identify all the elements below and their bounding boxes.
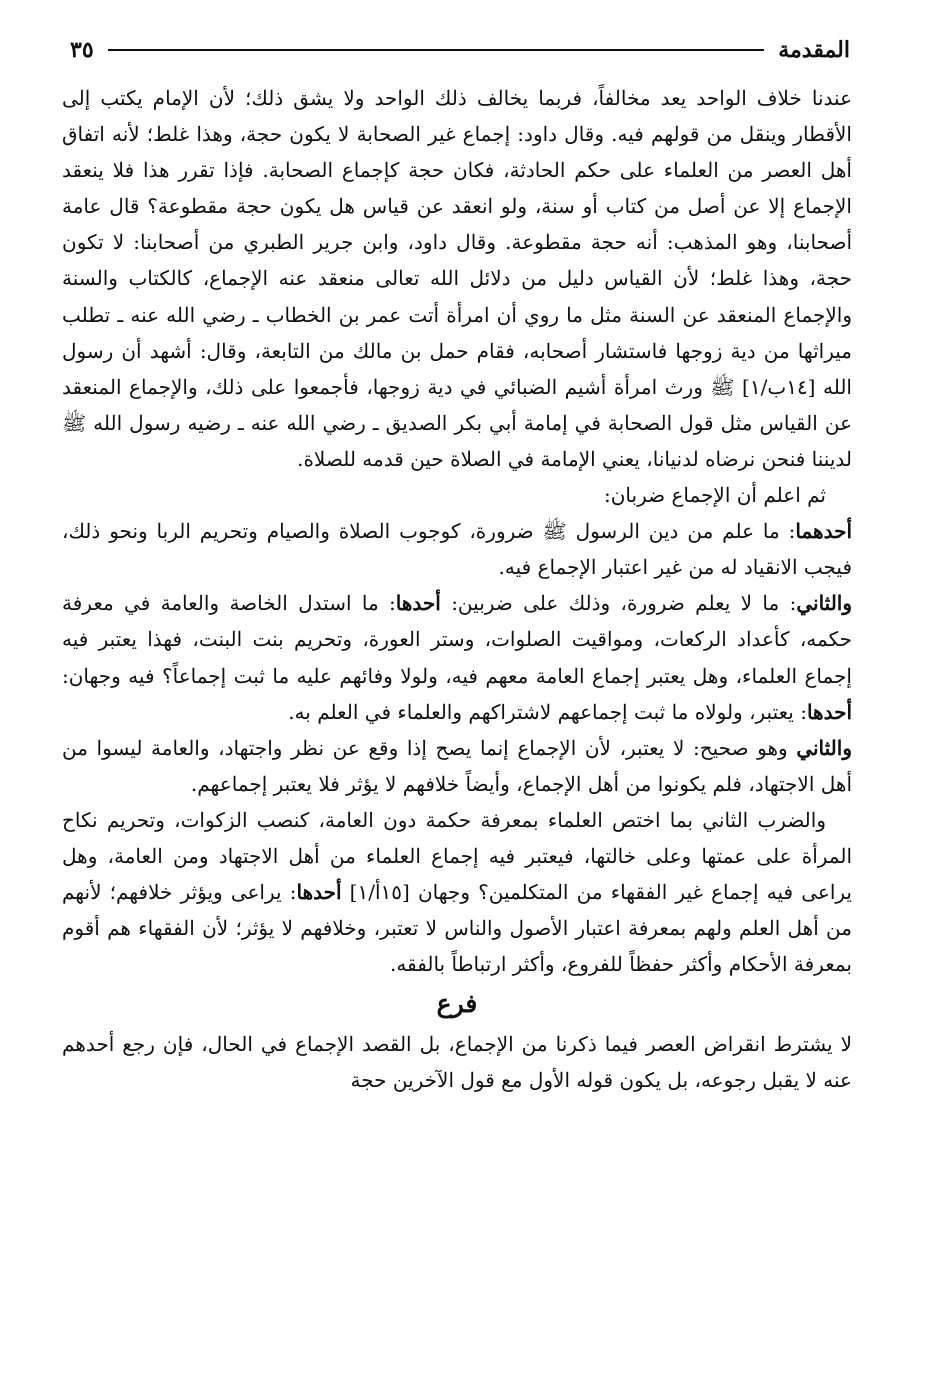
- paragraph-3: [62, 513, 852, 585]
- page-body: [62, 80, 852, 1099]
- term-first: أحدهما: [795, 519, 852, 544]
- paragraph-4-text-c: : يعتبر، ولولاه ما ثبت إجماعهم لاشتراكهم والعلماء في العلم به.: [288, 699, 807, 724]
- paragraph-4-text-b: : ما استدل الخاصة والعامة في معرفة حكمه، كأعداد الركعات، ومواقيت الصلوات، وستر العورة، وتحريم بنت البنت، فهذا يعتبر فيه إجماع العلماء، وهل يعتبر إجماع العامة معهم فيه، ولولا وفائهم عليه ما ثبت إجماعاً؟ فيه وجهان:: [62, 591, 852, 688]
- page-header: [70, 30, 850, 70]
- term-first-opinion: أحدها: [296, 880, 342, 905]
- paragraph-2: ثم اعلم أن الإجماع ضربان:: [604, 483, 826, 508]
- paragraph-4-text-a: : ما لا يعلم ضرورة، وذلك على ضربين:: [440, 591, 797, 616]
- paragraph-6: [62, 802, 852, 982]
- term-first-view: أحدها: [806, 699, 852, 724]
- paragraph-6-text: والضرب الثاني بما اختص العلماء بمعرفة حكمة دون العامة، كنصب الزكوات، وتحريم نكاح المرأة على عمتها وعلى خالتها، فيعتبر فيه إجماع العلماء من أهل الاجتهاد ومن العامة، وهل يراعى فيه إجماع غير الفقهاء من المتكلمين؟ وجهان [١٥أ/١]: [62, 807, 852, 905]
- paragraph-6-text-b: : يراعى ويؤثر خلافهم؛ لأنهم من أهل العلم ولهم بمعرفة اعتبار الأصول والناس لا تعتبر، وخلافهم لا يؤثر؛ لأن الفقهاء هم أقوم بمعرفة الأحكام وأكثر حفظاً للفروع، وأكثر ارتباطاً بالفقه.: [62, 880, 852, 977]
- paragraph-8: لا يشترط انقراض العصر فيما ذكرنا من الإجماع، بل القصد الإجماع في الحال، فإن رجع أحدهم عنه لا يقبل رجوعه، بل يكون قوله الأول مع قول الآخرين حجة: [62, 1032, 852, 1093]
- running-head: المقدمة: [778, 37, 850, 63]
- header-rule: [108, 49, 765, 51]
- paragraph-5-text: وهو صحيح: لا يعتبر، لأن الإجماع إنما يصح إذا وقع عن نظر واجتهاد، والعامة ليسوا من أهل الاجتهاد، فلم يكونوا من أهل الإجماع، وأيضاً خلافهم لا يؤثر فلا يعتبر إجماعهم.: [62, 735, 852, 796]
- paragraph-1: عندنا خلاف الواحد يعد مخالفاً، فربما يخالف ذلك الواحد ولا يشق ذلك؛ لأن الإمام يكتب إلى الأقطار وينقل من قولهم فيه. وقال داود: إجماع غير الصحابة لا يكون حجة، وهذا غلط؛ لأنه اتفاق أهل العصر من العلماء على حكم الحادثة، فكان حجة كإجماع الصحابة. فإذا تقرر هذا فلا ينعقد الإجماع إلا عن أصل من كتاب أو سنة، ولو انعقد عن قياس هل يكون حجة مقطوعة؟ قال عامة أصحابنا، وهو المذهب: أنه حجة مقطوعة. وقال داود، وابن جرير الطبري من أصحابنا: لا تكون حجة، وهذا غلط؛ لأن القياس دليل من دلائل الله تعالى منعقد عنه الإجماع، كالكتاب والسنة والإجماع المنعقد عن السنة مثل ما روي أن امرأة أتت عمر بن الخطاب ـ رضي الله عنه ـ تطلب ميراثها من دية زوجها فاستشار أصحابه، فقام حمل بن مالك من التابعة، وقال: أشهد أن رسول الله [١٤ب/١] ﷺ ورث امرأة أشيم الضبائي في دية زوجها، فأجمعوا على ذلك، والإجماع المنعقد عن القياس مثل قول الصحابة في إمامة أبي بكر الصديق ـ رضي الله عنه ـ رضيه رسول الله ﷺ لديننا فنحن نرضاه لدنيانا، يعني الإمامة في الصلاة حين قدمه للصلاة.: [62, 86, 852, 471]
- paragraph-5: [62, 730, 852, 802]
- paragraph-3-text: : ما علم من دين الرسول ﷺ ضرورة، كوجوب الصلاة والصيام وتحريم الربا ونحو ذلك، فيجب الانقياد له من غير اعتبار الإجماع فيه.: [62, 519, 852, 580]
- term-second-view: والثاني: [796, 735, 852, 760]
- paragraph-4: [62, 585, 852, 729]
- term-second: والثاني: [796, 591, 853, 616]
- page-number: ٣٥: [70, 37, 94, 63]
- subheading: فرع: [436, 989, 478, 1019]
- term-first-kind: أحدها: [395, 591, 441, 616]
